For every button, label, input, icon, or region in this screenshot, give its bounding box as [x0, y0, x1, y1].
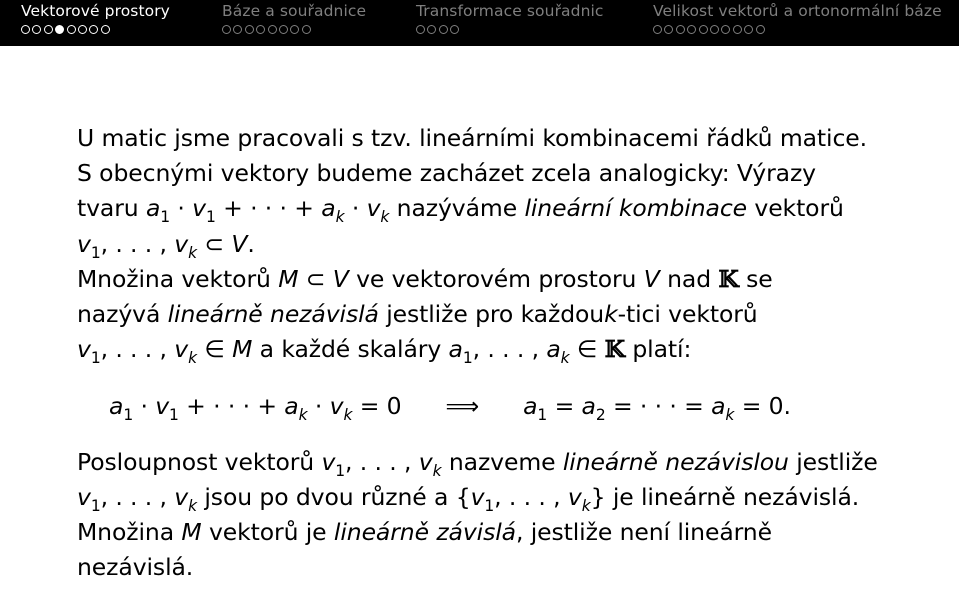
nav-frame-dot[interactable]: [676, 25, 685, 34]
nav-frame-dot[interactable]: [268, 25, 277, 34]
paragraph-sequence-definition: [77, 445, 937, 515]
text: U matic jsme pracovali s tzv. lineárními kombinacemi řádků matice.: [77, 124, 868, 152]
formula-vector-set: $v_1$, . . . , $v_k$ ⊂ V.: [77, 229, 255, 262]
text: jestliže pro každou: [386, 300, 605, 329]
formula-vectors-in-m: $v_1$, . . . , $v_k$ ∈ M: [77, 335, 253, 368]
text: nazveme: [448, 447, 556, 476]
formula-k: k: [604, 300, 618, 329]
nav-frame-dot[interactable]: [256, 25, 265, 34]
nav-progress-dots: [416, 25, 462, 34]
nav-frame-dot[interactable]: [733, 25, 742, 34]
nav-frame-dot[interactable]: [101, 25, 110, 34]
text: tvaru: [77, 194, 139, 223]
formula-scalars: $a_1$, . . . , $a_k$ ∈ 𝕂: [448, 335, 625, 368]
nav-frame-dot[interactable]: [699, 25, 708, 34]
formula-sequence: $v_1$, . . . , $v_k$: [321, 447, 442, 480]
text: -tici vektorů: [617, 300, 758, 329]
formula-space-v: V: [643, 264, 660, 293]
text: nezávislá.: [77, 553, 194, 582]
nav-frame-dot[interactable]: [664, 25, 673, 34]
text: a každé skaláry: [259, 335, 442, 364]
text: vektorů: [754, 194, 844, 223]
field-k-symbol: 𝕂: [718, 264, 739, 293]
term-linearly-independent: lineárně nezávislá: [167, 300, 379, 329]
nav-frame-dot[interactable]: [450, 25, 459, 34]
navigation-bar: [0, 0, 959, 46]
nav-frame-dot[interactable]: [710, 25, 719, 34]
nav-section-title[interactable]: Velikost vektorů a ortonormální báze: [653, 2, 942, 20]
nav-frame-dot[interactable]: [744, 25, 753, 34]
text: vektorů je: [208, 518, 327, 547]
nav-frame-dot[interactable]: [55, 25, 64, 34]
nav-section-title[interactable]: Báze a souřadnice: [222, 2, 367, 20]
paragraph-dependence-definition: [77, 515, 937, 585]
nav-frame-dot[interactable]: [222, 25, 231, 34]
text: nazývá: [77, 300, 161, 329]
nav-frame-dot[interactable]: [290, 25, 299, 34]
formula-set-m: M ⊂ V: [278, 264, 349, 293]
formula-sequence-2: $v_1$, . . . , $v_k$: [77, 482, 197, 515]
nav-frame-dot[interactable]: [21, 25, 30, 34]
nav-frame-dot[interactable]: [233, 25, 242, 34]
nav-frame-dot[interactable]: [416, 25, 425, 34]
nav-frame-dot[interactable]: [756, 25, 765, 34]
term-linearly-independent-sequence: lineárně nezávislou: [562, 447, 789, 476]
paragraph-linear-combination: [77, 121, 937, 262]
nav-frame-dot[interactable]: [302, 25, 311, 34]
nav-progress-dots: [21, 25, 112, 34]
text: se: [746, 264, 773, 293]
formula-linear-combination: $a_1 \cdot v_1$ + · · · + $a_k \cdot v_k$: [145, 194, 390, 227]
nav-frame-dot[interactable]: [687, 25, 696, 34]
nav-frame-dot[interactable]: [721, 25, 730, 34]
nav-frame-dot[interactable]: [245, 25, 254, 34]
text: nad: [667, 264, 712, 293]
nav-frame-dot[interactable]: [427, 25, 436, 34]
formula-m: M: [181, 518, 202, 547]
nav-frame-dot[interactable]: [439, 25, 448, 34]
nav-frame-dot[interactable]: [78, 25, 87, 34]
formula-set-braces: {$v_1$, . . . , $v_k$}: [455, 482, 606, 515]
term-linear-combination: lineární kombinace: [524, 194, 748, 223]
text: Množina: [77, 518, 175, 547]
text: Posloupnost vektorů: [77, 447, 315, 476]
nav-frame-dot[interactable]: [32, 25, 41, 34]
paragraph-independence-definition: [77, 262, 937, 368]
text: S obecnými vektory budeme zacházet zcela analogicky: Výrazy: [77, 159, 816, 188]
nav-frame-dot[interactable]: [653, 25, 662, 34]
nav-frame-dot[interactable]: [44, 25, 53, 34]
nav-section-title[interactable]: Transformace souřadnic: [416, 2, 604, 20]
display-equation-independence: $a_1 \cdot v_1$ + · · · + $a_k \cdot v_k = 0$ ⟹ $a_1 = a_2$ = · · · = $a_k = 0$.: [109, 392, 791, 425]
text: je lineárně nezávislá.: [612, 482, 860, 511]
text: ve vektorovém prostoru: [356, 264, 637, 293]
nav-frame-dot[interactable]: [89, 25, 98, 34]
text: jestliže: [796, 447, 878, 476]
nav-progress-dots: [222, 25, 313, 34]
nav-progress-dots: [653, 25, 767, 34]
text: platí:: [632, 335, 692, 364]
text: Množina vektorů: [77, 264, 271, 293]
text: jsou po dvou různé a: [204, 482, 449, 511]
text: nazýváme: [396, 194, 518, 223]
nav-section-title[interactable]: Vektorové prostory: [21, 2, 170, 20]
term-linearly-dependent: lineárně závislá: [333, 518, 516, 547]
text: , jestliže není lineárně: [515, 518, 772, 547]
nav-frame-dot[interactable]: [279, 25, 288, 34]
slide-content: [77, 121, 937, 585]
nav-frame-dot[interactable]: [67, 25, 76, 34]
